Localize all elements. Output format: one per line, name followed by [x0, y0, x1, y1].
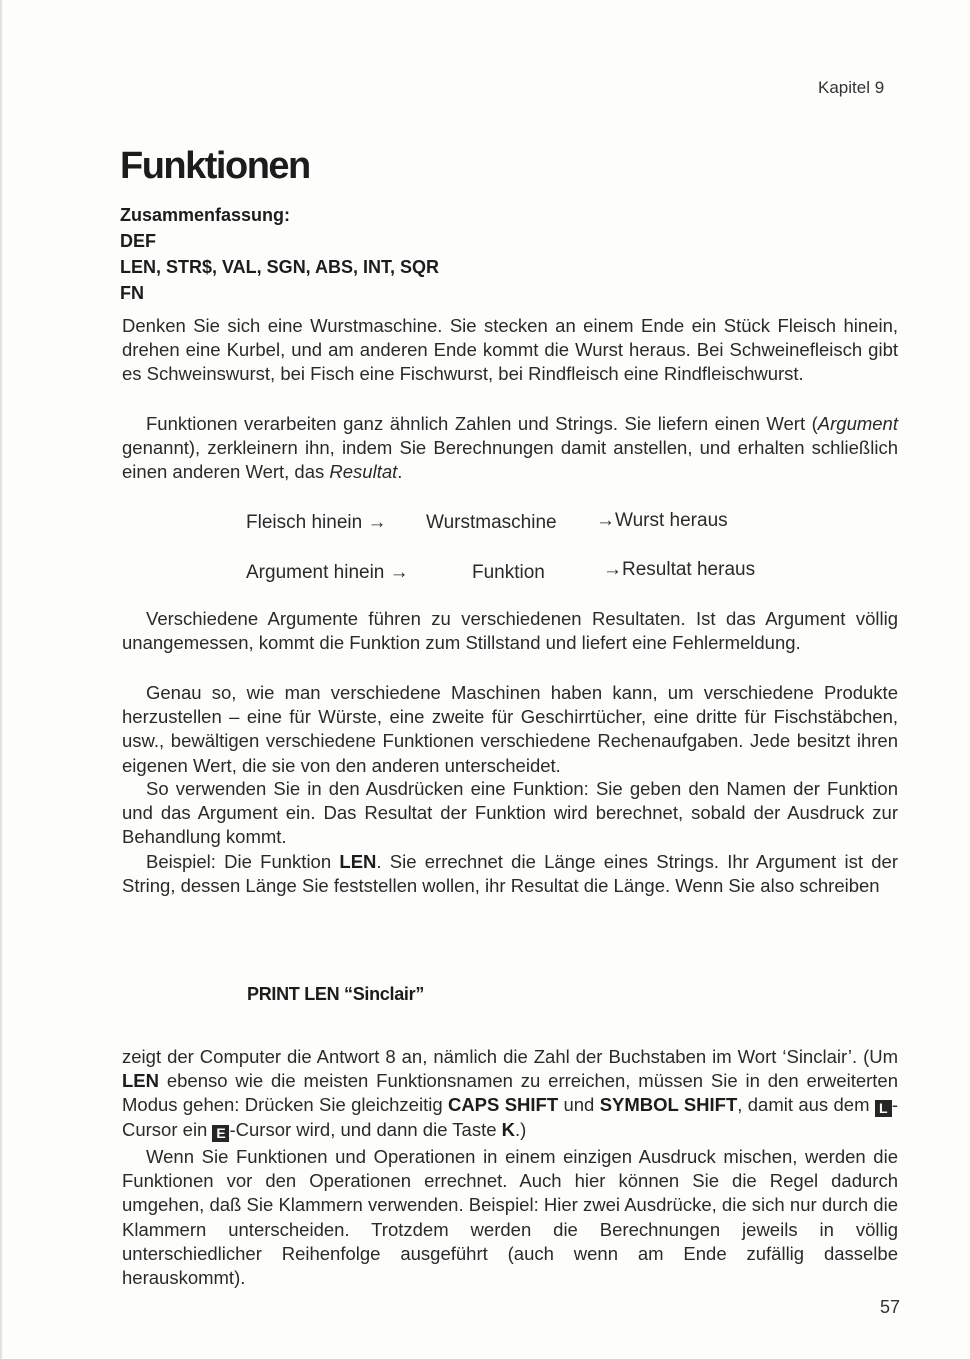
flow-row2-input: [246, 562, 409, 584]
summary-line-fn: FN: [120, 283, 144, 303]
paragraph-computer-answer: [122, 1045, 898, 1142]
p7-key-symbol-shift: SYMBOL SHIFT: [599, 1094, 738, 1116]
arrow-icon: →: [389, 562, 409, 583]
p7-keyword-len: LEN: [122, 1070, 159, 1092]
flow-row1-machine: Wurstmaschine: [426, 512, 557, 533]
p7-text-a: zeigt der Computer die Antwort 8 an, nämlich die Zahl der Buchstaben im Wort ‘Sinclair’. (Um: [122, 1046, 898, 1067]
p2-text-c: genannt), zerkleinern ihn, indem Sie Berechnungen damit anstellen, und erhalten schließlich einen anderen Wert, das: [122, 437, 898, 483]
arrow-icon: →: [367, 512, 387, 533]
p7-text-m: .): [515, 1118, 527, 1140]
page-number: 57: [880, 1297, 901, 1317]
arrow-icon: →: [596, 510, 615, 531]
chapter-label: Kapitel 9: [818, 78, 885, 97]
paragraph-operations: Wenn Sie Funktionen und Operationen in einem einzigen Ausdruck mischen, werden die Funktionen vor den Operationen errechnet. Auch hier können Sie die Regel dadurch umgehen, daß Sie Klammern verwenden. Beispiel: Hier zwei Ausdrücke, die sich nur durch die Klammern unterscheiden. Trotzdem werden die Berechnungen jeweils in völlig unterschiedlicher Reihenfolge ausgeführt (auch wenn am Ende zufällig dasselbe herauskommt).: [122, 1146, 898, 1289]
l-cursor-icon: L: [875, 1100, 892, 1117]
p2-text-e: .: [397, 461, 403, 483]
summary-block: [120, 202, 439, 306]
summary-heading: Zusammenfassung:: [120, 205, 291, 225]
flow-row1-output: [596, 510, 728, 532]
flow-row2-input-label: Argument hinein: [246, 562, 385, 583]
code-example: PRINT LEN “Sinclair”: [247, 984, 425, 1004]
p7-key-k: K: [501, 1118, 516, 1140]
p7-text-e: und: [558, 1094, 600, 1116]
page-edge-shadow: [0, 0, 3, 1359]
flow-row1-input-label: Fleisch hinein: [246, 512, 363, 533]
p6-keyword-len: LEN: [339, 851, 377, 872]
p7-text-k: -Cursor wird, und dann die Taste: [229, 1118, 502, 1140]
paragraph-arguments: Verschiedene Argumente führen zu verschiedenen Resultaten. Ist das Argument völlig unangemessen, kommt die Funktion zum Stillstand und liefert eine Fehlermeldung.: [122, 608, 898, 654]
paragraph-len-example: [122, 850, 898, 898]
summary-line-def: DEF: [120, 231, 156, 251]
flow-row1-output-label: Wurst heraus: [615, 510, 728, 531]
paragraph-usage: So verwenden Sie in den Ausdrücken eine Funktion: Sie geben den Namen der Funktion und das Argument ein. Das Resultat der Funktion wird berechnet, sobald der Ausdruck zur Behandlung kommt.: [122, 778, 898, 848]
paragraph-machines: Genau so, wie man verschiedene Maschinen haben kann, um verschiedene Produkte herzustellen – eine für Würste, eine zweite für Geschirrtücher, eine dritte für Fischstäbchen, usw., bewältigen verschiedene Funktionen verschiedene Rechenaufgaben. Jede besitzt ihren eigenen Wert, die sie von den anderen unterscheidet.: [122, 682, 898, 776]
p2-text-a: Funktionen verarbeiten ganz ähnlich Zahlen und Strings. Sie liefern einen Wert (: [146, 413, 818, 434]
flow-row2-output-label: Resultat heraus: [622, 559, 756, 580]
p6-text-a: Beispiel: Die Funktion: [146, 851, 340, 872]
flow-row1-input: [246, 512, 386, 534]
p7-text-i: -Cursor ein: [122, 1094, 898, 1140]
flow-row2-output: [603, 559, 755, 581]
e-cursor-icon: E: [212, 1125, 229, 1142]
p2-term-resultat: Resultat: [329, 461, 398, 483]
flow-row2-machine: Funktion: [472, 562, 545, 583]
p2-term-argument: Argument: [817, 413, 898, 434]
p7-text-g: , damit aus dem: [737, 1094, 875, 1116]
arrow-icon: →: [603, 559, 622, 580]
paragraph-functions-intro: [122, 412, 898, 485]
p7-key-caps-shift: CAPS SHIFT: [447, 1094, 559, 1116]
summary-line-functions: LEN, STR$, VAL, SGN, ABS, INT, SQR: [120, 257, 440, 277]
page-title: Funktionen: [120, 145, 310, 187]
paragraph-wurstmaschine: Denken Sie sich eine Wurstmaschine. Sie stecken an einem Ende ein Stück Fleisch hinein, drehen eine Kurbel, und am anderen Ende kommt die Wurst heraus. Bei Schweinefleisch gibt es Schweinswurst, bei Fisch eine Fischwurst, bei Rindfleisch eine Rindfleischwurst.: [122, 315, 898, 385]
p7-text-c: ebenso wie die meisten Funktionsnamen zu erreichen, müssen Sie in den erweiterten Modus gehen: Drücken Sie gleichzeitig: [122, 1070, 898, 1116]
p6-text-c: . Sie errechnet die Länge eines Strings. Ihr Argument ist der String, dessen Länge Sie feststellen wollen, ihr Resultat die Länge. Wenn Sie also schreiben: [122, 851, 898, 897]
